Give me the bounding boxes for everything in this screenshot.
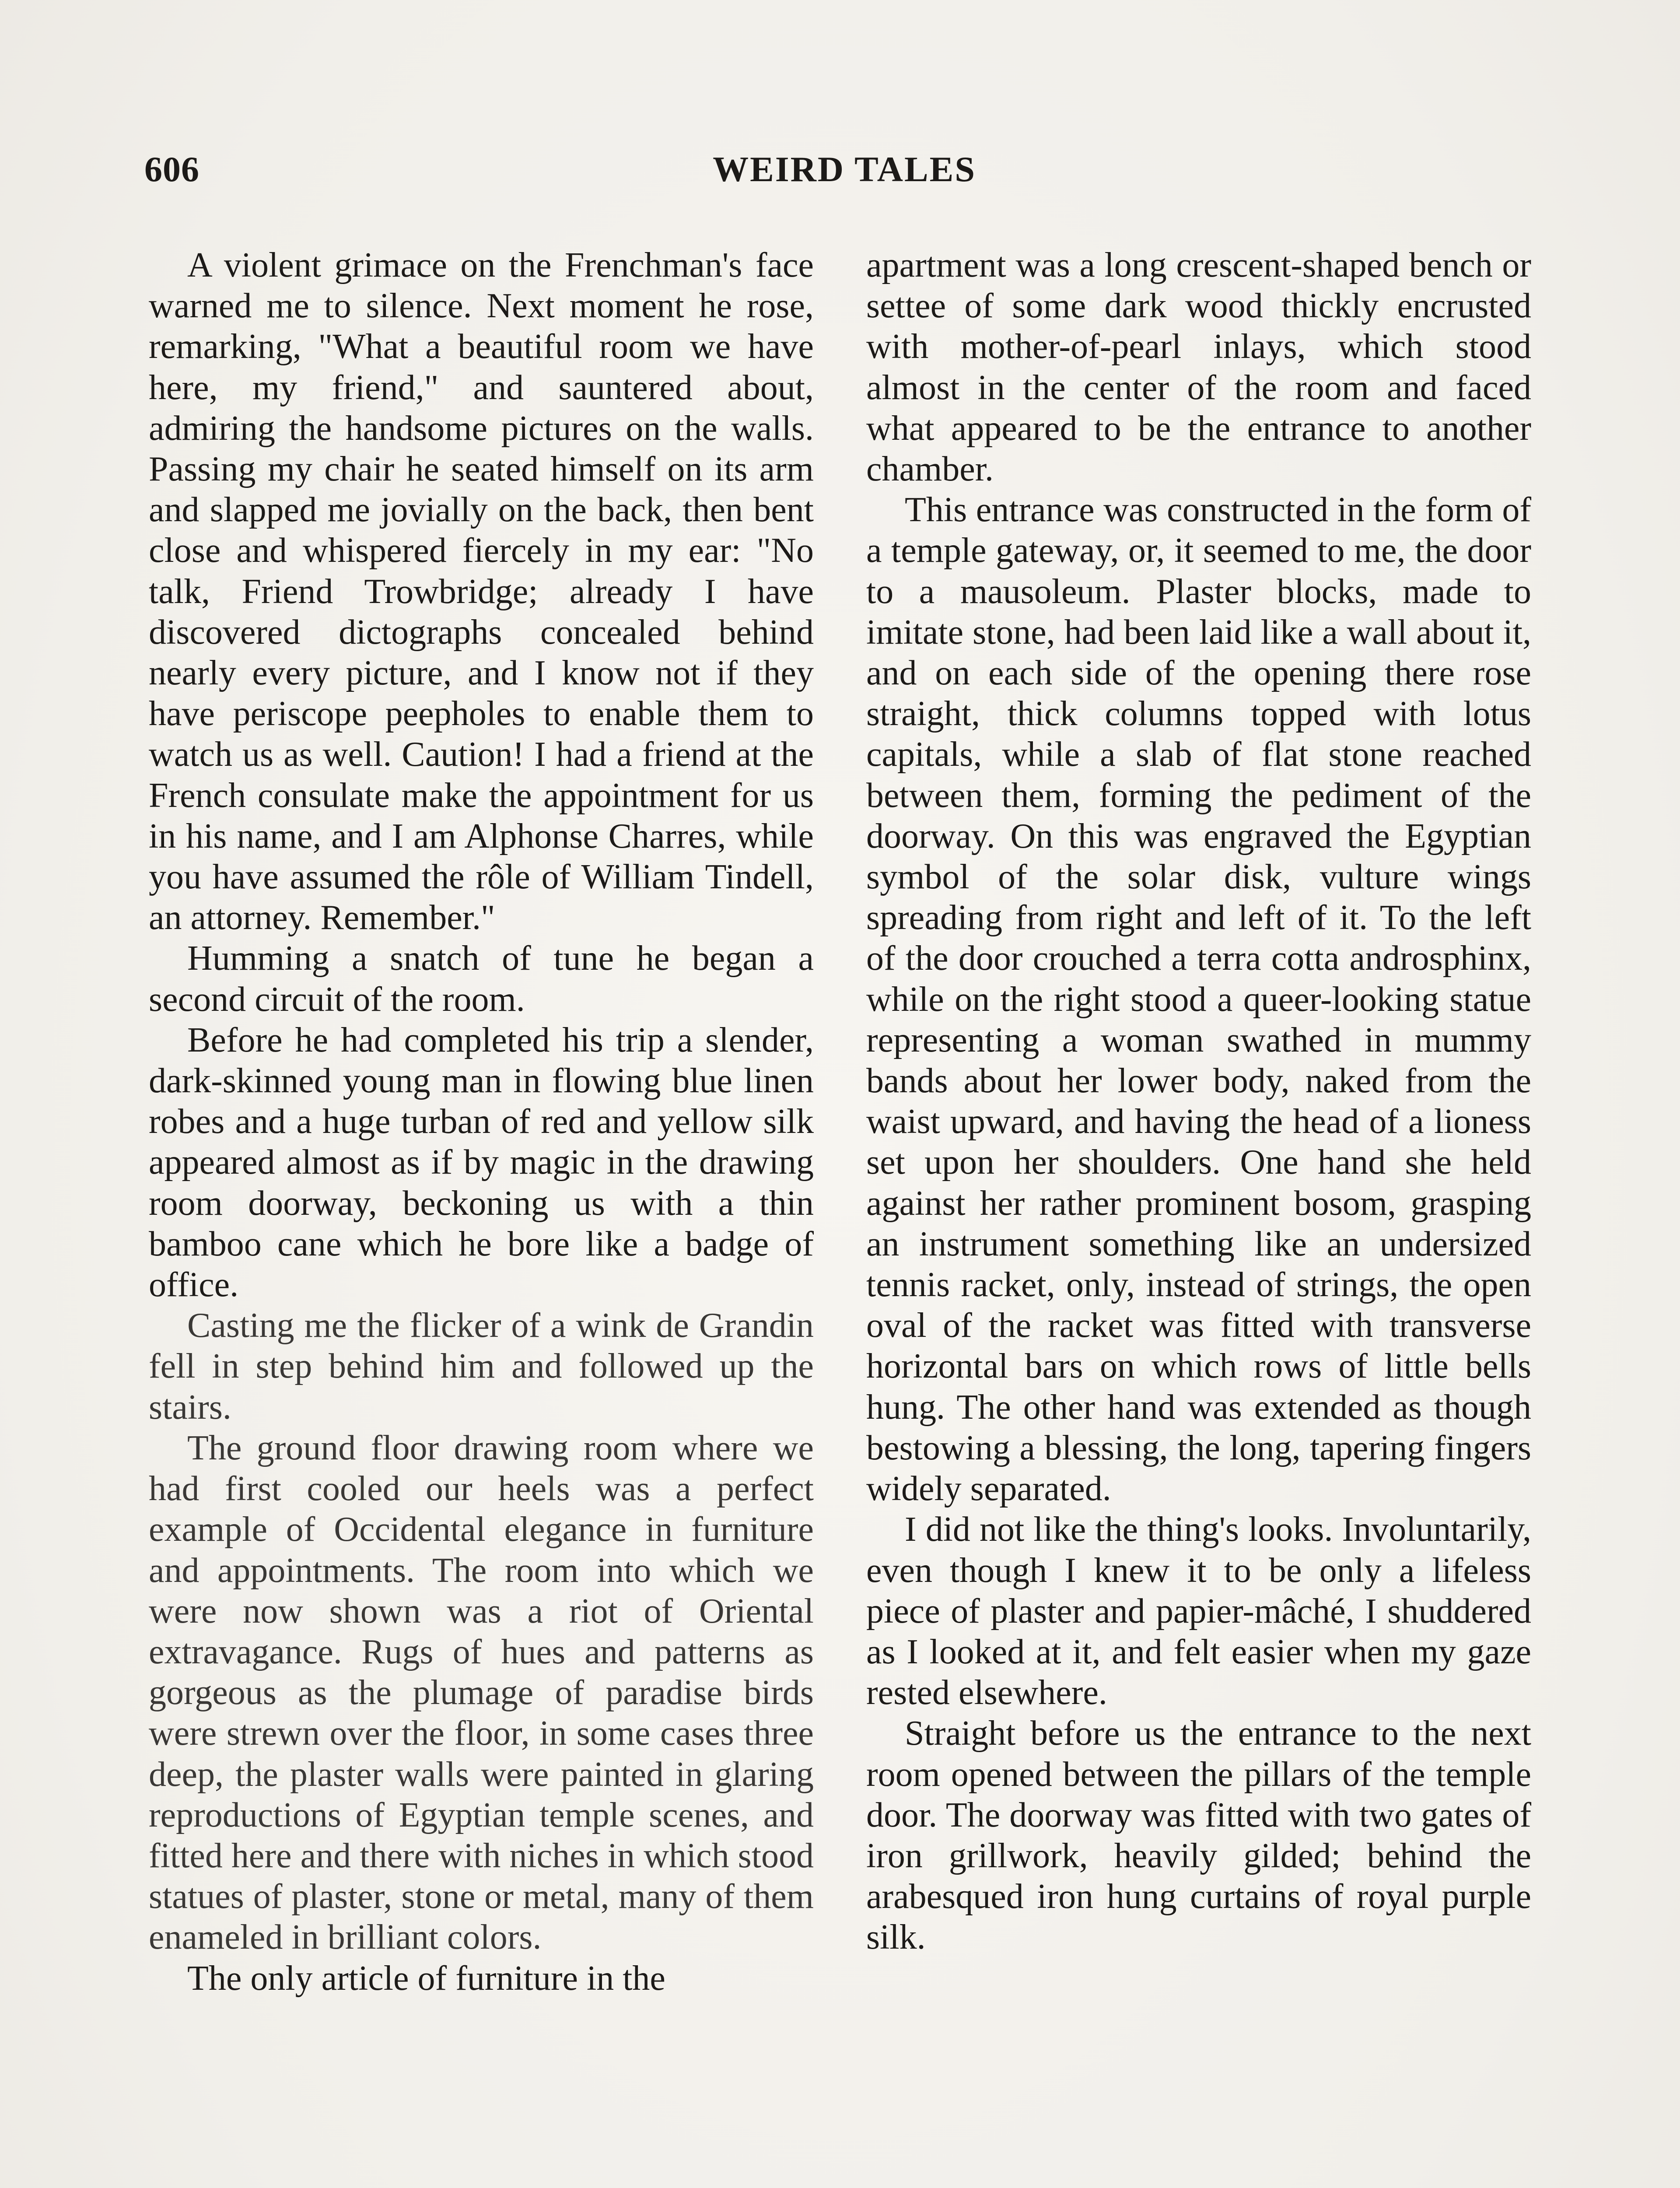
paragraph: I did not like the thing's looks. Involuntarily, even though I knew it to be only a lifeless piece of plaster and papier-mâché, I shuddered as I looked at it, and felt easier when my gaze rested elsewhere.: [866, 1510, 1531, 1712]
paragraph: Straight before us the entrance to the next room opened between the pillars of the temple door. The doorway was fitted with two gates of iron grillwork, heavily gilded; behind the arabesqued iron hung curtains of royal purple silk.: [866, 1714, 1531, 1957]
text-columns: [149, 245, 1536, 2188]
page-number: 606: [144, 149, 200, 189]
page-header: [144, 149, 1544, 197]
paragraph: This entrance was constructed in the form of a temple gateway, or, it seemed to me, the door to a mausoleum. Plaster blocks, made to imitate stone, had been laid like a wall about it, and on each side of the opening there rose straight, thick columns topped with lotus capitals, while a slab of flat stone reached between them, forming the pediment of the doorway. On this was engraved the Egyptian symbol of the solar disk, vulture wings spreading from right and left of it. To the left of the door crouched a terra cotta androsphinx, while on the right stood a queer-looking statue representing a woman swathed in mummy bands about her lower body, naked from the waist upward, and having the head of a lioness set upon her shoulders. One hand she held against her rather prominent bosom, grasping an instrument something like an undersized tennis racket, only, instead of strings, the open oval of the racket was fitted with transverse horizontal bars on which rows of little bells hung. The other hand was extended as though bestowing a blessing, the long, tapering fingers widely separated.: [866, 491, 1531, 1508]
paragraph-continuation: apartment was a long crescent-shaped bench or settee of some dark wood thickly encrusted with mother-of-pearl inlays, which stood almost in the center of the room and faced what appeared to be the entrance to another chamber.: [866, 246, 1531, 489]
running-title: WEIRD TALES: [713, 149, 976, 189]
right-column: [866, 245, 1531, 1958]
paragraph: The ground floor drawing room where we had first cooled our heels was a perfect example of Occidental elegance in furniture and appointments. The room into which we were now shown was a riot of Oriental extravagance. Rugs of hues and patterns as gorgeous as the plumage of paradise birds were strewn over the floor, in some cases three deep, the plaster walls were painted in glaring reproductions of Egyptian temple scenes, and fitted here and there with niches in which stood statues of plaster, stone or metal, many of them enameled in brilliant colors.: [149, 1428, 814, 1957]
left-column: [149, 245, 814, 1999]
paragraph: Before he had completed his trip a slender, dark-skinned young man in flowing blue linen robes and a huge turban of red and yellow silk appeared almost as if by magic in the drawing room doorway, beckoning us with a thin bamboo cane which he bore like a badge of office.: [149, 1020, 814, 1304]
paragraph: Humming a snatch of tune he began a second circuit of the room.: [149, 939, 814, 1019]
paragraph: A violent grimace on the Frenchman's face warned me to silence. Next moment he rose, remarking, "What a beautiful room we have here, my friend," and sauntered about, admiring the handsome pictures on the walls. Passing my chair he seated himself on its arm and slapped me jovially on the back, then bent close and whispered fiercely in my ear: "No talk, Friend Trowbridge; already I have discovered dictographs concealed behind nearly every picture, and I know not if they have periscope peepholes to enable them to watch us as well. Caution! I had a friend at the French consulate make the appointment for us in his name, and I am Alphonse Charres, while you have assumed the rôle of William Tindell, an attorney. Remember.": [149, 246, 814, 937]
paragraph: Casting me the flicker of a wink de Grandin fell in step behind him and followed up the stairs.: [149, 1306, 814, 1427]
paragraph: The only article of furniture in the: [187, 1959, 665, 1998]
